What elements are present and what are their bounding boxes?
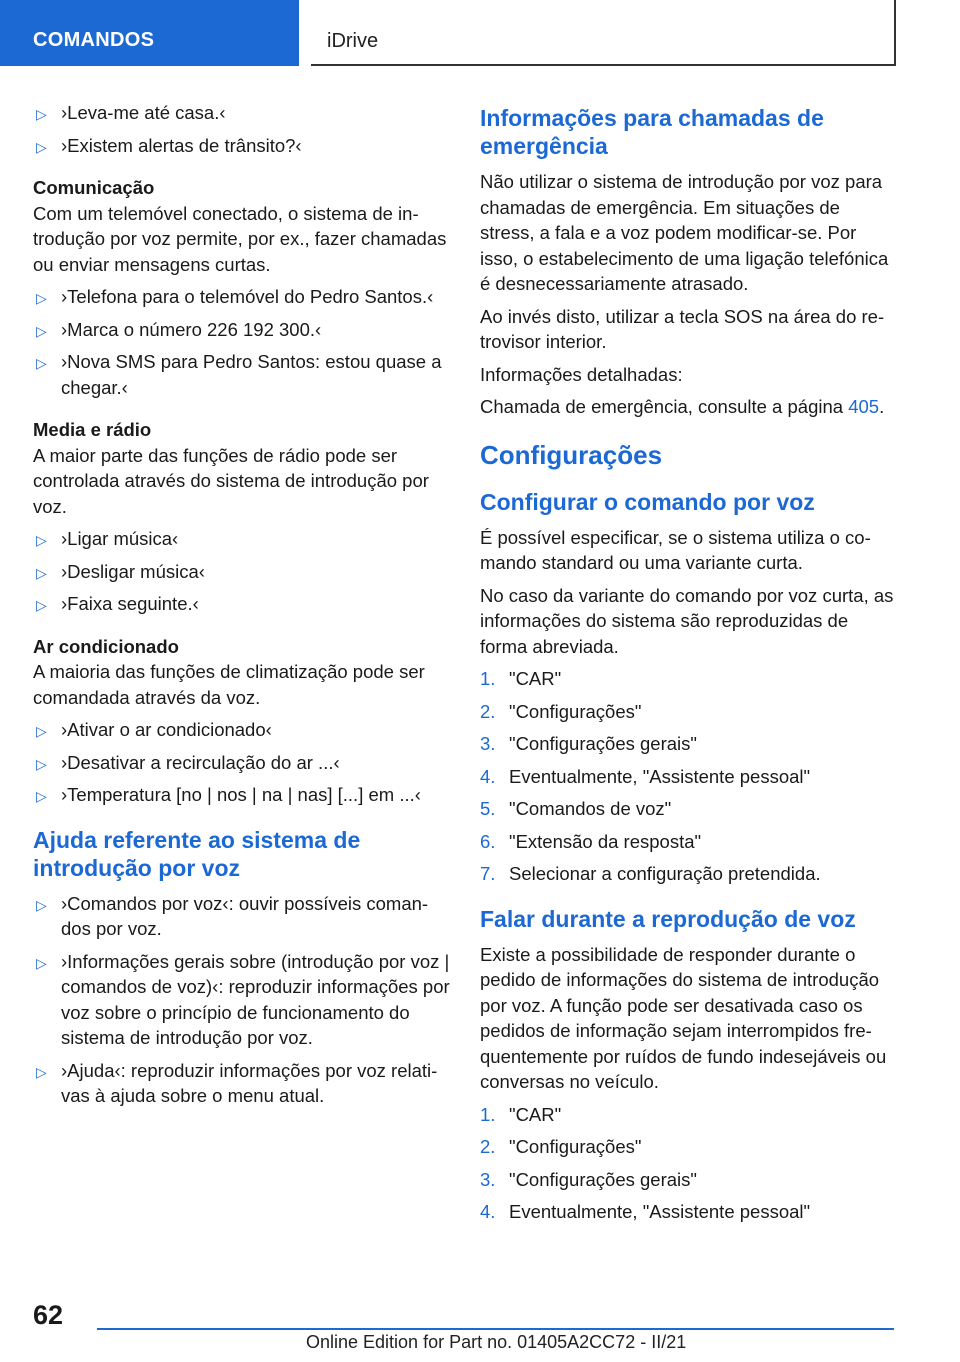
paragraph: Com um telemóvel conectado, o sistema de introdução por voz permite, por ex., fazer chamadas ou enviar mensagens curtas. — [33, 202, 447, 275]
paragraph: A maioria das funções de climatização pode ser comandada através da voz. — [33, 661, 425, 708]
step-item: 7. Selecionar a configuração pretendida. — [480, 863, 821, 884]
left-column — [33, 100, 451, 1116]
list-item: ▷ ›Nova SMS para Pedro Santos: estou quase a chegar.‹ — [36, 351, 442, 398]
heading-falar-durante: Falar durante a reprodução de voz — [480, 905, 856, 932]
header-section-label: COMANDOS — [33, 29, 155, 51]
list-item: ▷ ›Desativar a recirculação do ar ...‹ — [33, 750, 451, 776]
subheading-media: Media e rádio — [33, 419, 152, 440]
list-item: ▷ ›Ligar música‹ — [33, 526, 451, 552]
triangle-right-icon: ▷ — [36, 106, 47, 122]
triangle-right-icon: ▷ — [36, 755, 47, 772]
list-item: ▷ ›Leva-me até casa.‹ — [33, 100, 451, 126]
triangle-right-icon: ▷ — [36, 290, 47, 306]
triangle-right-icon: ▷ — [36, 597, 47, 613]
list-item: ▷ ›Comandos por voz‹: ouvir possíveis comandos por voz. — [36, 892, 429, 939]
subheading-ar: Ar condicionado — [33, 635, 179, 657]
list-item: ▷ ›Desligar música‹ — [33, 559, 451, 585]
list-item: ▷ ›Existem alertas de trânsito?‹ — [33, 133, 451, 159]
triangle-right-icon: ▷ — [36, 532, 47, 548]
list-item: ▷ ›Temperatura [no | nos | na | nas] [...] em ...‹ — [33, 782, 451, 808]
step-item: 4. Eventualmente, "Assistente pessoal" — [480, 765, 811, 787]
triangle-right-icon: ▷ — [36, 1063, 47, 1080]
paragraph: Informações detalhadas: — [480, 363, 683, 385]
triangle-right-icon: ▷ — [36, 322, 47, 339]
page-number: 62 — [33, 1300, 64, 1330]
right-column — [480, 100, 898, 1232]
triangle-right-icon: ▷ — [36, 723, 47, 739]
step-item: 3. "Configurações gerais" — [480, 1168, 697, 1190]
heading-configurar-comando: Configurar o comando por voz — [480, 488, 815, 515]
heading-emergencia: Informações para chamadas de emergência — [480, 105, 824, 159]
footer-divider — [97, 1328, 894, 1330]
page-link[interactable]: 405 — [848, 396, 880, 417]
list-item: ▷ ›Marca o número 226 192 300.‹ — [33, 317, 451, 343]
subheading-comunicacao: Comunicação — [33, 177, 155, 198]
triangle-right-icon: ▷ — [36, 788, 47, 804]
triangle-right-icon: ▷ — [36, 355, 47, 371]
triangle-right-icon: ▷ — [36, 138, 47, 155]
list-item: ▷ ›Telefona para o telemóvel do Pedro Santos.‹ — [33, 284, 451, 310]
header-chapter-label: iDrive — [327, 30, 379, 52]
paragraph: Existe a possibilidade de responder durante o pedido de informações do sistema de introdução por voz. A função pode ser desativada caso os pedidos de informação sejam interrompidos frequentemente por ruídos de fundo indesejáveis ou conversas no veículo. — [480, 943, 887, 1092]
step-item: 2. "Configurações" — [480, 1136, 642, 1157]
paragraph-page-reference: Chamada de emergência, consulte a página 405. — [480, 396, 885, 417]
heading-ajuda: Ajuda referente ao sistema de introdução por voz — [33, 826, 361, 881]
footer-edition: Online Edition for Part no. 01405A2CC72 - II/21 — [306, 1332, 687, 1352]
paragraph: Não utilizar o sistema de introdução por voz para chamadas de emergência. Em situações de stress, a fala e a voz podem modificar-se. Por isso, o estabelecimento de uma ligação telefónica é desnecessariamente atrasado. — [480, 171, 889, 294]
header-chapter-box — [311, 0, 896, 66]
list-item: ▷ ›Faixa seguinte.‹ — [33, 591, 451, 617]
list-item: ▷ ›Ajuda‹: reproduzir informações por voz relativas à ajuda sobre o menu atual. — [36, 1059, 438, 1106]
step-item: 4. Eventualmente, "Assistente pessoal" — [480, 1201, 811, 1222]
triangle-right-icon: ▷ — [36, 564, 47, 581]
list-item: ▷ ›Informações gerais sobre (introdução por voz | comandos de voz)‹: reproduzir informações por voz sobre o princípio de funcionamento do sistema de introdução por voz. — [36, 950, 450, 1048]
step-item: 6. "Extensão da resposta" — [480, 830, 702, 852]
step-item: 3. "Configurações gerais" — [480, 733, 697, 754]
step-item: 1. "CAR" — [480, 1103, 562, 1125]
list-item: ▷ ›Ativar o ar condicionado‹ — [33, 717, 451, 743]
paragraph: A maior parte das funções de rádio pode ser controlada através do sistema de introdução por voz. — [33, 444, 429, 517]
paragraph: No caso da variante do comando por voz curta, as informações do sistema são reproduzidas de forma abreviada. — [480, 584, 894, 657]
header-section-tab — [0, 0, 299, 66]
step-item: 2. "Configurações" — [480, 700, 642, 722]
triangle-right-icon: ▷ — [36, 954, 47, 971]
step-item: 5. "Comandos de voz" — [480, 798, 672, 819]
paragraph: Ao invés disto, utilizar a tecla SOS na área do retrovisor interior. — [480, 305, 885, 352]
triangle-right-icon: ▷ — [36, 896, 47, 913]
paragraph: É possível especificar, se o sistema utiliza o comando standard ou uma variante curta. — [480, 526, 871, 573]
heading-configuracoes: Configurações — [480, 439, 663, 470]
step-item: 1. "CAR" — [480, 668, 562, 689]
